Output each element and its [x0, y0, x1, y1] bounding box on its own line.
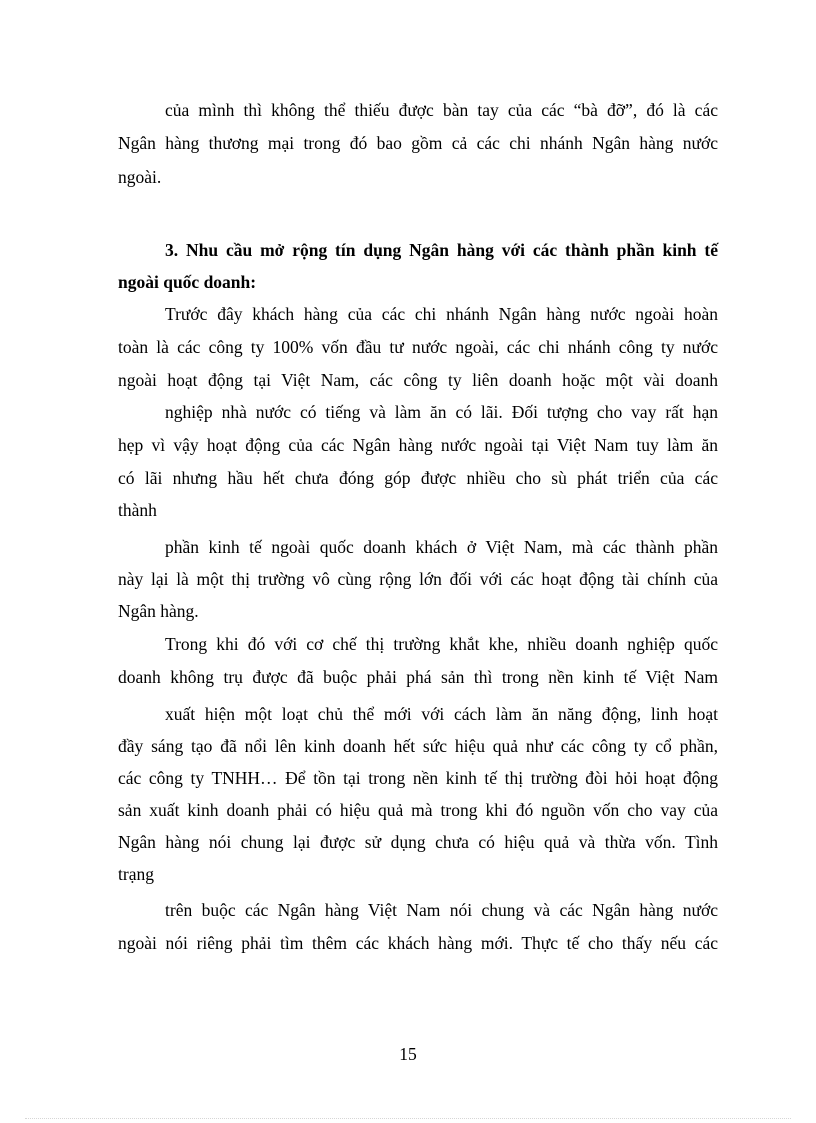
body-text-line: nghiệp nhà nước có tiếng và làm ăn có lãi. Đối tượng cho vay rất hạn	[165, 402, 718, 422]
body-text-line: có lãi nhưng hầu hết chưa đóng góp được nhiều cho sù phát triển của các	[118, 468, 718, 488]
page-number: 15	[399, 1044, 417, 1064]
body-text-line: Trong khi đó với cơ chế thị trường khắt khe, nhiều doanh nghiệp quốc	[165, 634, 718, 654]
body-text-line: của mình thì không thể thiếu được bàn tay của các “bà đỡ”, đó là các	[165, 100, 718, 120]
body-text-line: sản xuất kinh doanh phải có hiệu quả mà trong khi đó nguồn vốn cho vay của	[118, 800, 718, 820]
body-text-line: các công ty TNHH… Để tồn tại trong nền kinh tế thị trường đòi hỏi hoạt động	[118, 768, 718, 788]
body-text-line: Ngân hàng nói chung lại được sử dụng chưa có hiệu quả và thừa vốn. Tình	[118, 832, 718, 852]
body-text-line: ngoài.	[118, 167, 162, 187]
body-text-line: Trước đây khách hàng của các chi nhánh Ngân hàng nước ngoài hoàn	[165, 304, 718, 324]
body-text-line: trạng	[118, 864, 154, 884]
section-heading: ngoài quốc doanh:	[118, 272, 257, 292]
body-text-line: đầy sáng tạo đã nổi lên kinh doanh hết sức hiệu quả như các công ty cổ phần,	[118, 736, 718, 756]
page-bottom-divider	[25, 1118, 791, 1119]
body-text-line: ngoài nói riêng phải tìm thêm các khách hàng mới. Thực tế cho thấy nếu các	[118, 933, 718, 953]
body-text-line: thành	[118, 500, 157, 520]
body-text-line: Ngân hàng.	[118, 601, 199, 621]
body-text-line: này lại là một thị trường vô cùng rộng lớn đối với các hoạt động tài chính của	[118, 569, 718, 589]
section-heading: 3. Nhu cầu mở rộng tín dụng Ngân hàng với các thành phần kinh tế	[165, 240, 718, 260]
body-text-line: xuất hiện một loạt chủ thể mới với cách làm ăn năng động, linh hoạt	[165, 704, 718, 724]
body-text-line: Ngân hàng thương mại trong đó bao gồm cả các chi nhánh Ngân hàng nước	[118, 133, 718, 153]
body-text-line: toàn là các công ty 100% vốn đầu tư nước ngoài, các chi nhánh công ty nước	[118, 337, 718, 357]
body-text-line: phần kinh tế ngoài quốc doanh khách ở Việt Nam, mà các thành phần	[165, 537, 718, 557]
body-text-line: hẹp vì vậy hoạt động của các Ngân hàng nước ngoài tại Việt Nam tuy làm ăn	[118, 435, 718, 455]
body-text-line: doanh không trụ được đã buộc phải phá sản thì trong nền kinh tế Việt Nam	[118, 667, 718, 687]
body-text-line: ngoài hoạt động tại Việt Nam, các công ty liên doanh hoặc một vài doanh	[118, 370, 718, 390]
body-text-line: trên buộc các Ngân hàng Việt Nam nói chung và các Ngân hàng nước	[165, 900, 718, 920]
